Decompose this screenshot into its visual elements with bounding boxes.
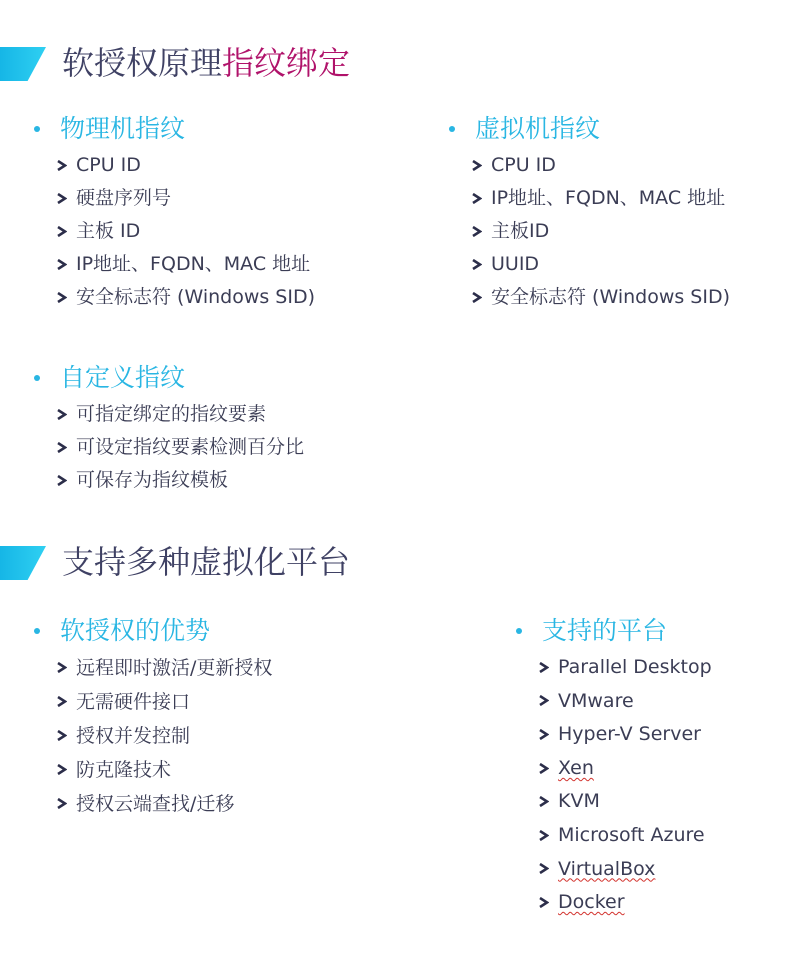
chevron-right-icon [56, 798, 67, 809]
list-item: KVM [538, 785, 712, 819]
platform-list [538, 651, 712, 920]
chevron-right-icon [538, 662, 549, 673]
chevron-right-icon [56, 696, 67, 707]
group-title: 软授权的优势 [34, 614, 272, 648]
list-item: 可指定绑定的指纹要素 [56, 398, 304, 431]
chevron-right-icon [538, 863, 549, 874]
chevron-right-icon [538, 763, 549, 774]
group-title: 虚拟机指纹 [449, 112, 730, 146]
bullet-dot-icon [34, 628, 40, 634]
chevron-right-icon [538, 796, 549, 807]
bullet-dot-icon [516, 628, 522, 634]
list-item: 安全标志符 (Windows SID) [56, 281, 315, 314]
fingerprint-list [56, 398, 304, 497]
list-item: Docker [538, 886, 712, 920]
list-item: CPU ID [471, 149, 730, 182]
chevron-right-icon [56, 259, 67, 270]
list-item: UUID [471, 248, 730, 281]
chevron-right-icon [56, 226, 67, 237]
group-physical-fingerprint [34, 112, 315, 314]
chevron-right-icon [471, 292, 482, 303]
group-title: 物理机指纹 [34, 112, 315, 146]
list-item: 授权云端查找/迁移 [56, 787, 272, 821]
list-item: 可保存为指纹模板 [56, 464, 304, 497]
chevron-right-icon [538, 897, 549, 908]
group-supported-platforms [516, 614, 712, 920]
list-item: IP地址、FQDN、MAC 地址 [56, 248, 315, 281]
advantages-list [56, 651, 272, 821]
list-item: 授权并发控制 [56, 719, 272, 753]
section-title: 支持多种虚拟化平台 [62, 543, 351, 581]
fingerprint-list [56, 149, 315, 314]
chevron-right-icon [56, 292, 67, 303]
section-title-accent: 指纹绑定 [222, 44, 351, 82]
chevron-right-icon [56, 409, 67, 420]
list-item: 可设定指纹要素检测百分比 [56, 431, 304, 464]
chevron-right-icon [471, 193, 482, 204]
chevron-right-icon [56, 160, 67, 171]
list-item: 防克隆技术 [56, 753, 272, 787]
chevron-right-icon [538, 729, 549, 740]
chevron-right-icon [56, 442, 67, 453]
list-item: 远程即时激活/更新授权 [56, 651, 272, 685]
bullet-dot-icon [34, 375, 40, 381]
group-virtual-fingerprint [449, 112, 730, 314]
chevron-right-icon [471, 259, 482, 270]
chevron-right-icon [471, 160, 482, 171]
list-item: 主板ID [471, 215, 730, 248]
section-title: 软授权原理指纹绑定 [62, 44, 351, 82]
group-custom-fingerprint [34, 361, 304, 497]
chevron-right-icon [56, 730, 67, 741]
list-item: CPU ID [56, 149, 315, 182]
list-item: 硬盘序列号 [56, 182, 315, 215]
list-item: Parallel Desktop [538, 651, 712, 685]
group-license-advantages [34, 614, 272, 821]
list-item: VirtualBox [538, 853, 712, 887]
chevron-right-icon [56, 475, 67, 486]
fingerprint-list [471, 149, 730, 314]
list-item: IP地址、FQDN、MAC 地址 [471, 182, 730, 215]
chevron-right-icon [471, 226, 482, 237]
group-title: 自定义指纹 [34, 361, 304, 395]
group-title: 支持的平台 [516, 614, 712, 648]
chevron-right-icon [538, 830, 549, 841]
chevron-right-icon [56, 662, 67, 673]
corner-flag-icon [0, 47, 46, 81]
bullet-dot-icon [34, 126, 40, 132]
bullet-dot-icon [449, 126, 455, 132]
chevron-right-icon [56, 193, 67, 204]
list-item: 主板 ID [56, 215, 315, 248]
chevron-right-icon [538, 695, 549, 706]
list-item: 无需硬件接口 [56, 685, 272, 719]
list-item: VMware [538, 685, 712, 719]
list-item: 安全标志符 (Windows SID) [471, 281, 730, 314]
corner-flag-icon [0, 546, 46, 580]
list-item: Microsoft Azure [538, 819, 712, 853]
list-item: Xen [538, 752, 712, 786]
list-item: Hyper-V Server [538, 718, 712, 752]
chevron-right-icon [56, 764, 67, 775]
